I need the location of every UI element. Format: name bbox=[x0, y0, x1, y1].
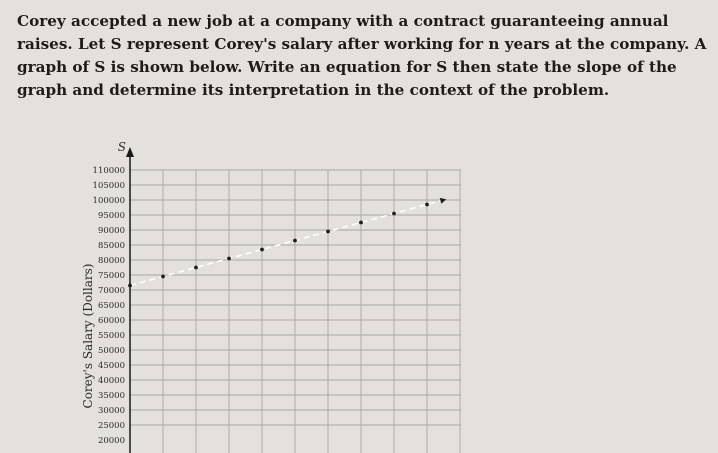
y-tick-label: 80000 bbox=[97, 256, 125, 266]
data-point bbox=[293, 239, 297, 243]
y-tick-label: 50000 bbox=[97, 346, 125, 356]
y-tick-label: 75000 bbox=[97, 271, 125, 281]
series-arrow bbox=[440, 198, 447, 204]
chart-grid bbox=[130, 170, 461, 453]
data-point bbox=[194, 266, 198, 270]
y-tick-label: 40000 bbox=[97, 376, 125, 386]
data-point bbox=[260, 248, 264, 252]
data-point bbox=[392, 212, 396, 216]
y-tick-label: 55000 bbox=[97, 331, 125, 341]
data-point bbox=[425, 203, 429, 207]
data-point bbox=[161, 275, 165, 279]
y-tick-label: 60000 bbox=[97, 316, 125, 326]
y-tick-label: 25000 bbox=[97, 421, 125, 431]
y-tick-label: 20000 bbox=[97, 436, 125, 446]
y-axis-title: Corey's Salary (Dollars) bbox=[81, 263, 95, 409]
y-axis-variable-label: S bbox=[117, 140, 126, 154]
data-point bbox=[326, 230, 330, 234]
y-tick-label: 45000 bbox=[97, 361, 125, 371]
y-tick-labels bbox=[93, 166, 125, 446]
y-tick-label: 90000 bbox=[97, 226, 125, 236]
y-tick-label: 30000 bbox=[97, 406, 125, 416]
data-point bbox=[128, 284, 132, 288]
y-tick-label: 105000 bbox=[92, 181, 125, 191]
y-tick-label: 100000 bbox=[92, 196, 125, 206]
y-tick-label: 95000 bbox=[97, 211, 125, 221]
y-axis-arrow bbox=[126, 147, 134, 157]
y-tick-label: 70000 bbox=[97, 286, 125, 296]
y-tick-label: 110000 bbox=[92, 166, 125, 176]
question-text: Corey accepted a new job at a company with a contract guaranteeing annual raises. Let S represent Corey's salary after working for n years at the company. A graph of S is shown below. Write an equation for S then state the slope of the graph and determine its interpretation in the context of the problem. bbox=[17, 12, 707, 99]
y-tick-label: 65000 bbox=[97, 301, 125, 311]
y-tick-label: 35000 bbox=[97, 391, 125, 401]
data-point bbox=[359, 221, 363, 225]
y-tick-label: 85000 bbox=[97, 241, 125, 251]
data-point bbox=[227, 257, 231, 261]
series-group bbox=[128, 198, 446, 287]
